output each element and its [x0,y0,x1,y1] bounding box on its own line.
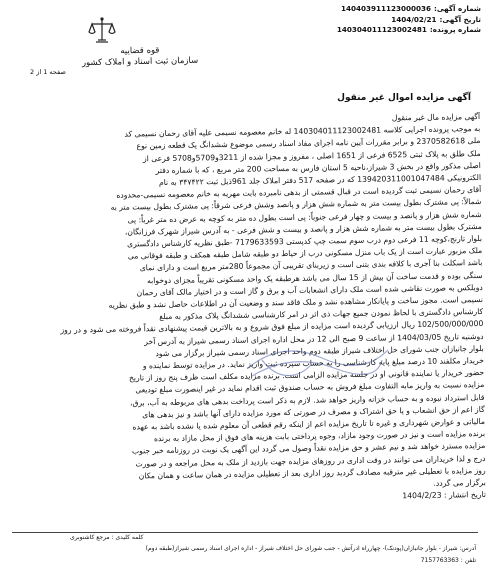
notice-body [10,111,486,520]
body-line: آگهی مزایده مال غیر منقول [391,111,481,123]
body-line: برگزار می گردد. [433,478,486,488]
body-line: سنگی بوده و قدمت ساخت آن بیش از 15 سال می باشد هرطبقه یک واحد مسکونی تقریباً مجزای دوخوابه [146,270,483,285]
body-line: اصلی مذکور واقع در بخش 3 شیراز،ناحیه 5 استان فارس به مساحت 200 متر مربع ، که با شماره دفتر [155,160,481,175]
body-line: درج و لذا خریداران می توانند در وقت اداری در روزهای مزایده جهت بازدید از ملک به محل مراجعه و در صورت [135,453,486,469]
body-line: به موجب پرونده اجرایی کلاسه 140304011123002481 له خانم معصومه نسیمی علیه آقای رحمان نسیمی کد [124,124,481,139]
body-line: مزایده نسبت به واریز مابه التفاوت مبلغ فروش به حساب صندوق ثبت اقدام نماید در غیر اینصورت مبلغ تودیعی [135,380,485,395]
notice-date: 1404/02/21 [391,14,437,24]
body-line: مزایده مسترد خواهد شد و نیم عشر و حق مزایده نقداً وصول می گردد این آگهی یک نوبت در روزنامه خبر جنوب [131,441,486,456]
body-line: آقای رحمان نسیمی ثبت گردیده است در قبال قسمتی از بدهی نامبرده بابت مهریه به خانم معصومه نسیمی-محدوده [116,185,482,200]
org-line-1: قوه قضاییه [120,45,160,57]
notice-title: آگهی مزایده اموال غیر منقول [337,93,471,103]
body-line: باشد اسکلت بنا آجری با کلافه بندی بتنی است و زیربنای تقریبی آن مجموعاً 280متر مربع است و دارای نمای [139,258,483,273]
file-number-row [334,25,481,36]
body-line: بلوار تارنج،کوچه 11 فرعی دوم درب سوم سمت چپ کدپستی 7179633593 -طبق نظریه کارشناس دادگستری [127,234,483,249]
body-line: بلوار جانبازان جنب شورای حل اختلاف شیراز طبقه دوم واحد اجرای اسناد رسمی شیراز برگزار می شود [155,343,484,358]
body-line: مالیاتی و عوارض شهرداری و غیره تا تاریخ مزایده اعم از اینکه رقم قطعی آن معلوم شده یا نشده باشد به عهده [132,417,485,432]
body-line: گاز اعم از حق انشعاب و یا حق اشتراک و مصرف در صورتی که مورد مزایده دارای آنها باشد و نیز بدهی های [142,404,485,420]
body-line: دوشنبه تاریخ 1404/03/05 از ساعت 9 صبح الی 12 در محل اداره اجرای اسناد رسمی شیراز به آدرس آخر [144,331,484,346]
body-line: شمالاً: پی مشترک بطول بیست متر به شماره شش هزار و پانصد وشش فرعی شرقاً: پی مشترک بطول بیست متر به [110,197,482,213]
page-number: صفحه 1 از 2 [30,68,66,76]
footer-phone: تلفن : 7157763363 [420,557,476,564]
footer-signature: کلمه کلیدی : مرجع کاشنوبری [70,534,144,541]
body-line: 102/500/000/000 ریال ارزیابی گردیده است مزایده از مبلغ فوق شروع و به بالاترین قیمت پیشنهادی نقداً فروخته می شود و در روز [60,319,484,336]
body-line: روز مزایده با تعطیلی غیر مترقبه مصادف گردید روز اداری بعد از تعطیلی مزایده در همان ساعت و همان مکان [138,465,486,481]
body-line: مشترک بطول بیست متر به شماره شش هزار و پانصد و بیست و شش فرعی - به آدرس شیراز شهرک فرزانگان، [124,221,482,237]
file-number: 140304011123002481 [336,25,427,34]
footer-address: آدرس: شیراز - بلوار جانبازان(پودنک)- چهارراه ادرآتش - جنب شورای حل اختلاف شیراز - اداره اجرای اسناد رسمی شیراز(طبقه دوم) [145,545,476,552]
body-line: نسیمی است. مجوز ساخت و پایانکار مشاهده نشد و ملک فاقد سند و وضعیت آن در اطلاعات حاصل نشد و طبق نظریه [108,295,484,310]
file-number-label: شماره پرونده: [429,25,481,34]
body-line: قابل استرداد نبوده و به حساب خزانه واریز خواهد شد. لازم به ذکر است پرداخت بدهی های مربوطه به آب، برق، [129,392,485,408]
body-line: برنده مزایده است و نیز در صورت وجود مازاد، وجوه پرداختی بابت هزینه های فوق از محل مازاد به برنده [153,429,486,444]
judiciary-emblem-icon [86,16,118,46]
notice-number: 140403911123000036 [340,4,431,13]
body-line: کارشناس دادگستری با لحاظ نمودن جمیع جهات ذی اثر در امر کارشناسی ششدانگ پلاک مذکور به مبلغ [159,307,484,322]
body-line: الکترونیکی 139420311001047484 که در صفحه 517 دفتر املاک جلد 961ذیل ثبت ۳۴۷۴۲۲ به نام [158,173,482,188]
body-line: تاریخ انتشار : 1404/2/23 [402,490,487,501]
organization-name [80,45,200,70]
body-line: ملک طلق به پلاک ثبتی 6525 فرعی از 1651 اصلی ، مفروز و مجزا شده از 3211و5709و5708 فرعی از [142,148,481,163]
notice-date-row [334,15,481,26]
body-line: دوبلکس به صورت نقاشی شده است ملک دارای انشعابات آب و برق و گاز است و در اختیار مالک آقای رحمان [136,282,483,298]
body-line: حضور خریدار یا نماینده قانونی او در جلسه مزایده الزامی است. برنده مزایده مکلف است ظرف پنج روز از تاریخ [128,368,485,383]
body-line: شماره شش هزار و پانصد و بیست و چهار فرعی جنوباً: پی است بطول ده متر به کوچه به عرض ده متر غرباً: پی [127,209,482,225]
body-line: ملک مزبور عبارت است از یک باب منزل مسکونی درب از حیاط دو طبقه شامل طبقه همکف و طبقه فوقانی می [127,246,483,261]
footer-divider [12,532,478,533]
org-line-2: سازمان ثبت اسناد و املاک کشور [81,55,199,69]
notice-date-label: تاریخ آگهی: [439,14,481,24]
body-line: ملی 2370582618 و برابر مقررات آیین نامه اجرای مفاد اسناد رسمی موضوع ششدانگ یک قطعه زمین نوع [136,136,481,151]
notice-number-row [334,4,481,15]
body-line: خریدار مکلفند 10 درصد مبلغ پایه کارشناسی را به حساب سپرده ثبت واریز نماید. در مزایده توسط نماینده و [142,356,484,371]
notice-meta [334,4,481,36]
notice-number-label: شماره آگهی: [433,4,481,13]
